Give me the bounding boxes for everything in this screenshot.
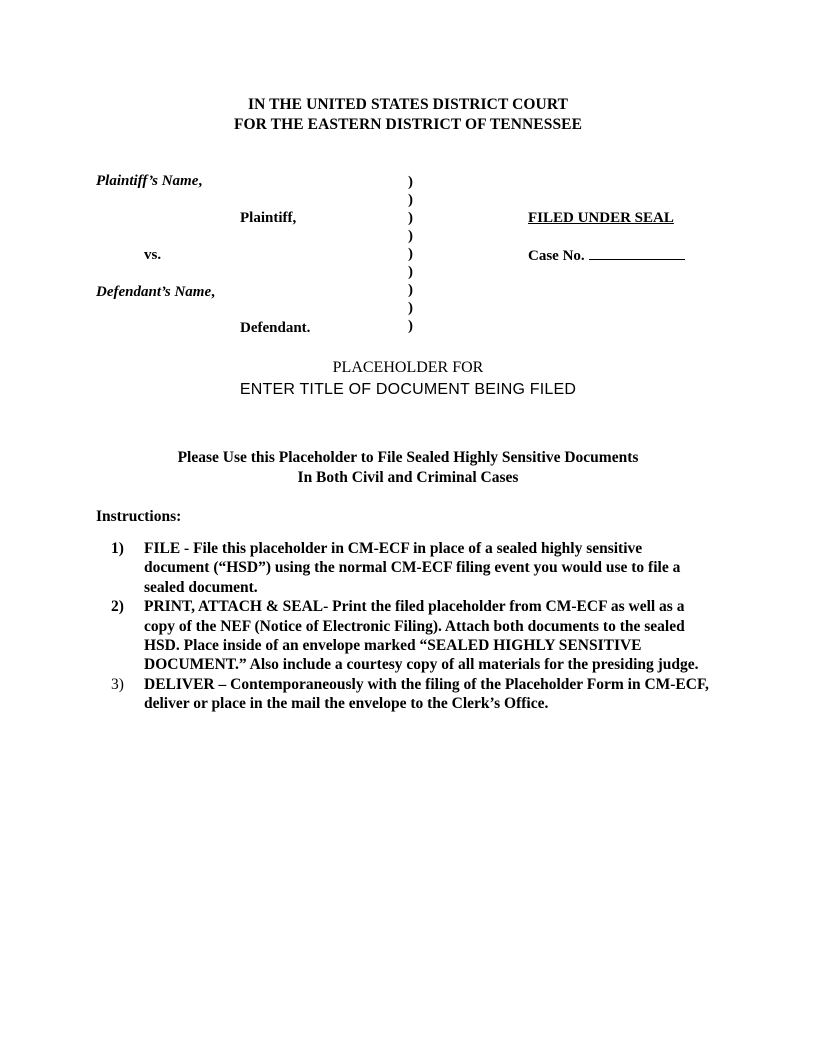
caption-paren: ) (408, 318, 413, 334)
instruction-text: PRINT, ATTACH & SEAL- Print the filed placeholder from CM-ECF as well as a copy of the NEF (Notice of Electronic Filing). Attach both documents to the sealed HSD. Place inside of an envelope marked “SEALED HIGHLY SENSITIVE DOCUMENT.” Also include a courtesy copy of all materials for the presiding judge. (144, 598, 699, 674)
case-number-label: Case No. (528, 248, 585, 264)
instruction-text: DELIVER – Contemporaneously with the filing of the Placeholder Form in CM-ECF, deliver or place in the mail the envelope to the Clerk’s Office. (144, 675, 709, 713)
caption-divider (408, 173, 413, 335)
plaintiff-label: Plaintiff, (240, 210, 297, 226)
caption-paren: ) (408, 300, 413, 316)
instruction-text: FILE - File this placeholder in CM-ECF in place of a sealed highly sensitive document (“HSD”) using the normal CM-ECF filing event you would use to file a sealed document. (144, 540, 681, 596)
plaintiff-name-comma: , (198, 173, 203, 189)
defendant-label: Defendant. (240, 320, 311, 336)
caption-paren: ) (408, 174, 413, 190)
plaintiff-name (96, 173, 202, 190)
document-title-prompt: ENTER TITLE OF DOCUMENT BEING FILED (239, 381, 577, 398)
caption-paren: ) (408, 246, 413, 262)
instructions-list (111, 539, 711, 714)
caption-paren: ) (408, 282, 413, 298)
caption-paren: ) (408, 210, 413, 226)
versus-label: vs. (144, 247, 162, 263)
instructions-heading: Instructions: (96, 508, 182, 525)
notice-line-2: In Both Civil and Criminal Cases (297, 469, 519, 486)
instruction-item (111, 675, 711, 714)
placeholder-for-heading: PLACEHOLDER FOR (332, 359, 484, 376)
defendant-name-text: Defendant’s Name (96, 284, 212, 300)
instruction-item (111, 539, 711, 597)
instruction-item (111, 597, 711, 675)
case-number (528, 247, 685, 265)
defendant-name (96, 284, 215, 301)
filed-under-seal-label: FILED UNDER SEAL (528, 210, 674, 226)
instruction-number: 3) (111, 675, 124, 693)
plaintiff-name-text: Plaintiff’s Name (96, 173, 199, 189)
instruction-number: 2) (111, 598, 124, 616)
caption-paren: ) (408, 192, 413, 208)
court-name-line-2: FOR THE EASTERN DISTRICT OF TENNESSEE (233, 116, 583, 133)
caption-paren: ) (408, 264, 413, 280)
caption-paren: ) (408, 228, 413, 244)
court-name-line-1: IN THE UNITED STATES DISTRICT COURT (247, 96, 569, 113)
instruction-number: 1) (111, 540, 124, 557)
notice-line-1: Please Use this Placeholder to File Sealed Highly Sensitive Documents (177, 449, 639, 466)
case-number-blank (589, 247, 685, 260)
defendant-name-comma: , (211, 284, 215, 300)
